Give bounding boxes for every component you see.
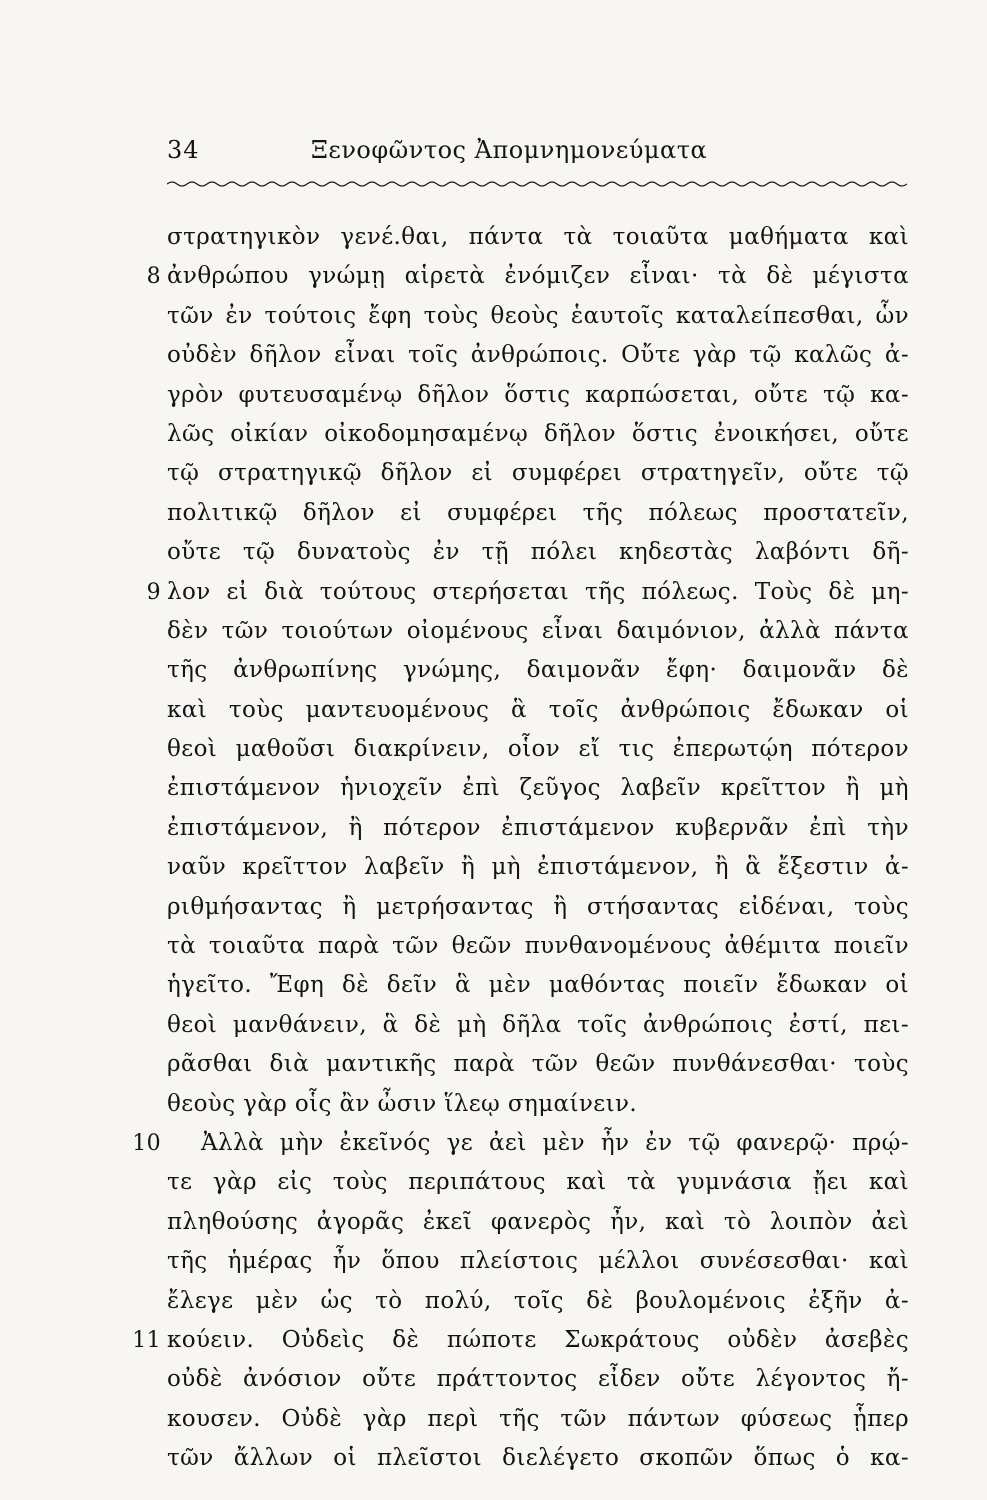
running-title: Ξενοφῶντος Ἀπομνημονεύματα bbox=[311, 136, 708, 164]
line-text: ἔλεγε μὲν ὡς τὸ πολύ, τοῖς δὲ βουλομένοις ἐξῆν ἀ- bbox=[167, 1287, 909, 1314]
line-text: θεοὶ μανθάνειν, ἃ δὲ μὴ δῆλα τοῖς ἀνθρώποις ἐστί, πει- bbox=[167, 1011, 909, 1038]
line-text: κουσεν. Οὐδὲ γὰρ περὶ τῆς τῶν πάντων φύσεως ᾗπερ bbox=[167, 1405, 909, 1432]
line-text: λῶς οἰκίαν οἰκοδομησαμένῳ δῆλον ὅστις ἐνοικήσει, οὔτε bbox=[167, 420, 909, 447]
text-line bbox=[167, 888, 909, 927]
line-text: πληθούσης ἀγορᾶς ἐκεῖ φανερὸς ἦν, καὶ τὸ λοιπὸν ἀεὶ bbox=[167, 1208, 909, 1235]
text-line bbox=[167, 297, 909, 336]
line-text: ρᾶσθαι διὰ μαντικῆς παρὰ τῶν θεῶν πυνθάνεσθαι· τοὺς bbox=[167, 1051, 909, 1078]
line-text: γρὸν φυτευσαμένῳ δῆλον ὅστις καρπώσεται, οὔτε τῷ κα- bbox=[167, 381, 909, 408]
line-text: ναῦν κρεῖττον λαβεῖν ἢ μὴ ἐπιστάμενον, ἢ ἃ ἔξεστιν ἀ- bbox=[167, 854, 909, 881]
text-line bbox=[167, 651, 909, 690]
text-line bbox=[132, 1321, 909, 1360]
line-text: τε γὰρ εἰς τοὺς περιπάτους καὶ τὰ γυμνάσια ᾔει καὶ bbox=[167, 1169, 909, 1196]
text-line bbox=[132, 1124, 909, 1163]
line-text: τῶν ἄλλων οἱ πλεῖστοι διελέγετο σκοπῶν ὅπως ὁ κα- bbox=[167, 1445, 909, 1472]
section-number: 10 bbox=[132, 1130, 161, 1156]
line-text: θεοὺς γὰρ οἷς ἂν ὦσιν ἵλεῳ σημαίνειν. bbox=[167, 1090, 638, 1117]
line-text: ἐπιστάμενον, ἢ πότερον ἐπιστάμενον κυβερνᾶν ἐπὶ τὴν bbox=[167, 814, 909, 841]
section-number: 8 bbox=[146, 264, 161, 290]
text-line bbox=[167, 1006, 909, 1045]
line-text: λον εἰ διὰ τούτους στερήσεται τῆς πόλεως. Τοὺς δὲ μη- bbox=[167, 578, 909, 605]
text-line bbox=[167, 376, 909, 415]
text-line bbox=[167, 1203, 909, 1242]
line-text: οὔτε τῷ δυνατοὺς ἐν τῇ πόλει κηδεστὰς λαβόντι δῆ- bbox=[167, 539, 909, 566]
line-text: οὐδὲν δῆλον εἶναι τοῖς ἀνθρώποις. Οὔτε γὰρ τῷ καλῶς ἀ- bbox=[167, 342, 909, 369]
line-text: κούειν. Οὐδεὶς δὲ πώποτε Σωκράτους οὐδὲν ἀσεβὲς bbox=[167, 1326, 909, 1353]
line-text: πολιτικῷ δῆλον εἰ συμφέρει τῆς πόλεως προστατεῖν, bbox=[167, 499, 909, 526]
text-line bbox=[146, 573, 909, 612]
line-text: τῆς ἡμέρας ἦν ὅπου πλείστοις μέλλοι συνέσεσθαι· καὶ bbox=[167, 1248, 909, 1275]
body-text bbox=[132, 218, 909, 1479]
text-line bbox=[167, 1242, 909, 1281]
text-line bbox=[167, 966, 909, 1005]
line-text: Ἀλλὰ μὴν ἐκεῖνός γε ἀεὶ μὲν ἦν ἐν τῷ φανερῷ· πρῴ- bbox=[201, 1129, 909, 1156]
text-line bbox=[167, 1439, 909, 1478]
text-line bbox=[167, 1282, 909, 1321]
section-number: 9 bbox=[146, 579, 161, 605]
line-text: καὶ τοὺς μαντευομένους ἃ τοῖς ἀνθρώποις ἔδωκαν οἱ bbox=[167, 696, 909, 723]
text-line bbox=[167, 730, 909, 769]
text-line bbox=[146, 257, 909, 296]
text-line bbox=[167, 809, 909, 848]
page-header bbox=[167, 136, 907, 176]
text-line bbox=[167, 1400, 909, 1439]
text-line bbox=[167, 1163, 909, 1202]
text-line bbox=[167, 218, 909, 257]
text-line bbox=[167, 848, 909, 887]
section-number: 11 bbox=[132, 1327, 161, 1353]
line-text: οὐδὲ ἀνόσιον οὔτε πράττοντος εἶδεν οὔτε λέγοντος ἤ- bbox=[167, 1366, 909, 1393]
text-line bbox=[167, 1360, 909, 1399]
text-line bbox=[167, 1045, 909, 1084]
line-text: ριθμήσαντας ἢ μετρήσαντας ἢ στήσαντας εἰδέναι, τοὺς bbox=[167, 893, 909, 920]
line-text: τῶν ἐν τούτοις ἔφη τοὺς θεοὺς ἑαυτοῖς καταλείπεσθαι, ὧν bbox=[167, 302, 909, 329]
line-text: ἀνθρώπου γνώμῃ αἱρετὰ ἐνόμιζεν εἶναι· τὰ δὲ μέγιστα bbox=[167, 263, 909, 290]
text-line bbox=[167, 494, 909, 533]
line-text: στρατηγικὸν γενέ.θαι, πάντα τὰ τοιαῦτα μαθήματα καὶ bbox=[167, 224, 909, 250]
line-text: τῆς ἀνθρωπίνης γνώμης, δαιμονᾶν ἔφη· δαιμονᾶν δὲ bbox=[167, 657, 909, 684]
text-line bbox=[167, 415, 909, 454]
text-line bbox=[167, 927, 909, 966]
line-text: δὲν τῶν τοιούτων οἰομένους εἶναι δαιμόνιον, ἀλλὰ πάντα bbox=[167, 617, 909, 644]
text-line bbox=[167, 454, 909, 493]
text-line bbox=[167, 336, 909, 375]
text-line bbox=[167, 533, 909, 572]
line-text: ἐπιστάμενον ἡνιοχεῖν ἐπὶ ζεῦγος λαβεῖν κρεῖττον ἢ μὴ bbox=[167, 775, 909, 802]
line-text: τὰ τοιαῦτα παρὰ τῶν θεῶν πυνθανομένους ἀθέμιτα ποιεῖν bbox=[167, 933, 909, 960]
line-text: τῷ στρατηγικῷ δῆλον εἰ συμφέρει στρατηγεῖν, οὔτε τῷ bbox=[167, 460, 909, 487]
text-line bbox=[167, 612, 909, 651]
page-number: 34 bbox=[167, 136, 200, 164]
line-text: θεοὶ μαθοῦσι διακρίνειν, οἷον εἴ τις ἐπερωτῴη πότερον bbox=[167, 736, 909, 763]
text-line bbox=[167, 769, 909, 808]
text-line bbox=[167, 1085, 909, 1124]
header-wavy-rule bbox=[167, 180, 907, 188]
text-line bbox=[167, 691, 909, 730]
line-text: ἡγεῖτο. Ἔφη δὲ δεῖν ἃ μὲν μαθόντας ποιεῖν ἔδωκαν οἱ bbox=[167, 972, 909, 999]
